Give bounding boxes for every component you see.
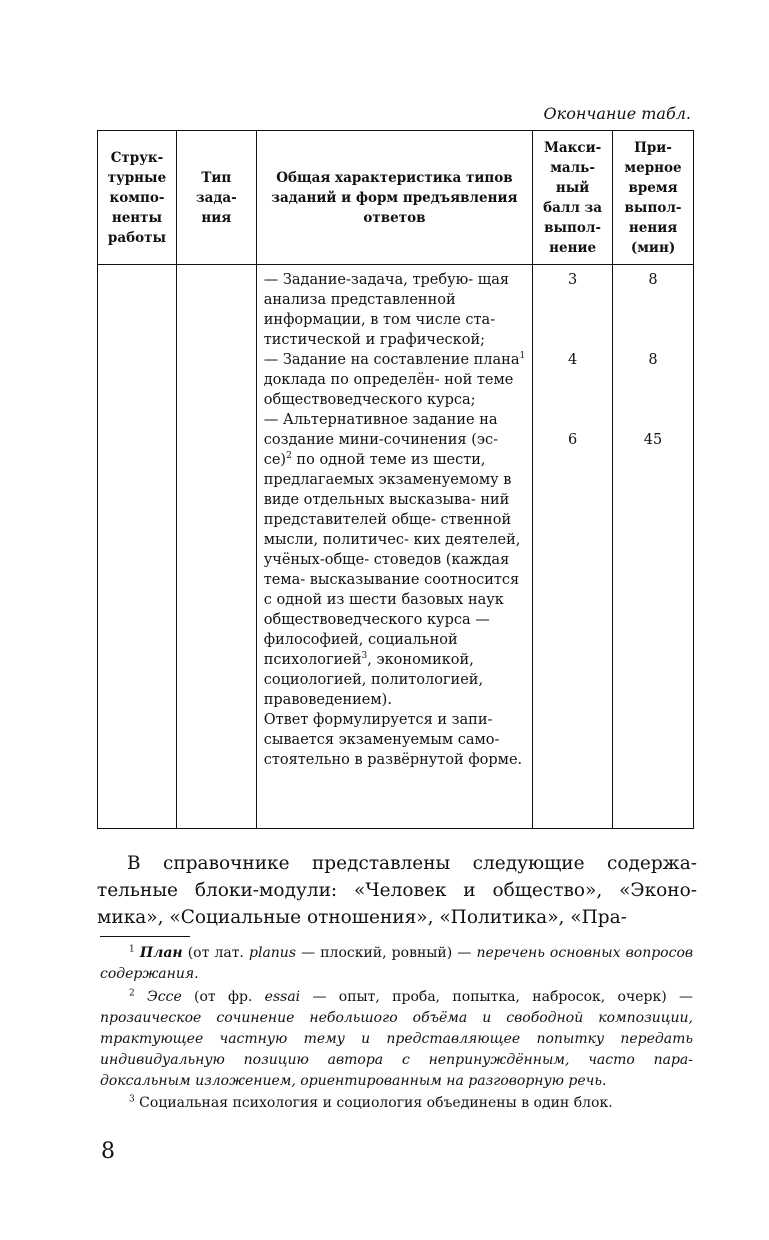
answer-note: Ответ формулируется и запи- сывается экзаменуемым само- стоятельно в развёрнутой форме. <box>263 712 523 768</box>
cell-max-scores <box>533 265 613 829</box>
max-score-1: 3 <box>567 272 578 288</box>
table-continuation-caption: Окончание табл. <box>543 104 691 123</box>
header-approx-time: При- мерное время выпол- нения (мин) <box>613 131 694 265</box>
header-max-score: Макси- маль- ный балл за выпол- нение <box>533 131 613 265</box>
footnote-3: $^3$ Социальная психология и социология объединены в один блок. <box>129 1094 613 1111</box>
body-paragraph: В справочнике представлены следующие содержа- тельные блоки-модули: «Человек и общество», «Эконо- мика», «Социальные отношения», «Политика», «Пра- <box>97 853 697 928</box>
cell-description <box>256 265 532 829</box>
time-3: 45 <box>643 432 663 448</box>
header-structural-components: Струк- турные компо- ненты работы <box>98 131 177 265</box>
exam-structure-table <box>97 130 694 829</box>
max-score-3: 6 <box>567 432 578 448</box>
footnote-2: $^2$ Эссе (от фр. essai — опыт, проба, попытка, набросок, очерк) — прозаическое сочинение небольшого объёма и свободной композиции, трактующее частную тему и представляющее попытку передать индивидуальную позицию автора с непринуждённым, часто пара- доксальным изложением, ориентированным на разговорную речь. <box>100 988 693 1089</box>
cell-times <box>613 265 694 829</box>
time-2: 8 <box>648 352 658 368</box>
time-1: 8 <box>648 272 658 288</box>
table-header-row <box>98 131 694 265</box>
task-item-1: — Задание-задача, требую- щая анализа представленной информации, в том числе ста- тистической и графической; <box>263 272 510 348</box>
header-general-characteristic: Общая характеристика типов заданий и форм предъявления ответов <box>256 131 532 265</box>
task-item-3: — Альтернативное задание на создание мини-сочинения (эс- се)$^2$ по одной теме из шести, предлагаемых экзаменуемому в виде отдельных высказыва- ний представителей обще- ственной мысли, политичес- ких деятелей, учёных-обще- стоведов (каждая тема- высказывание соотносится с одной из шести базовых наук обществоведческого курса — философией, социальной психологией$^3$, экономикой, социологией, политологией, правоведением). <box>263 412 521 708</box>
cell-structural-components <box>98 265 177 829</box>
footnote-1: $^1$ План (от лат. planus — плоский, ровный) — перечень основных вопросов содержания. <box>100 944 694 982</box>
table-row <box>98 265 694 829</box>
cell-task-type <box>176 265 256 829</box>
header-task-type: Тип зада- ния <box>176 131 256 265</box>
footnote-divider <box>100 936 190 937</box>
page-number: 8 <box>101 1139 115 1164</box>
task-item-2: — Задание на составление плана$^1$ доклада по определён- ной теме обществоведческого курса; <box>263 351 526 408</box>
max-score-2: 4 <box>567 352 578 368</box>
